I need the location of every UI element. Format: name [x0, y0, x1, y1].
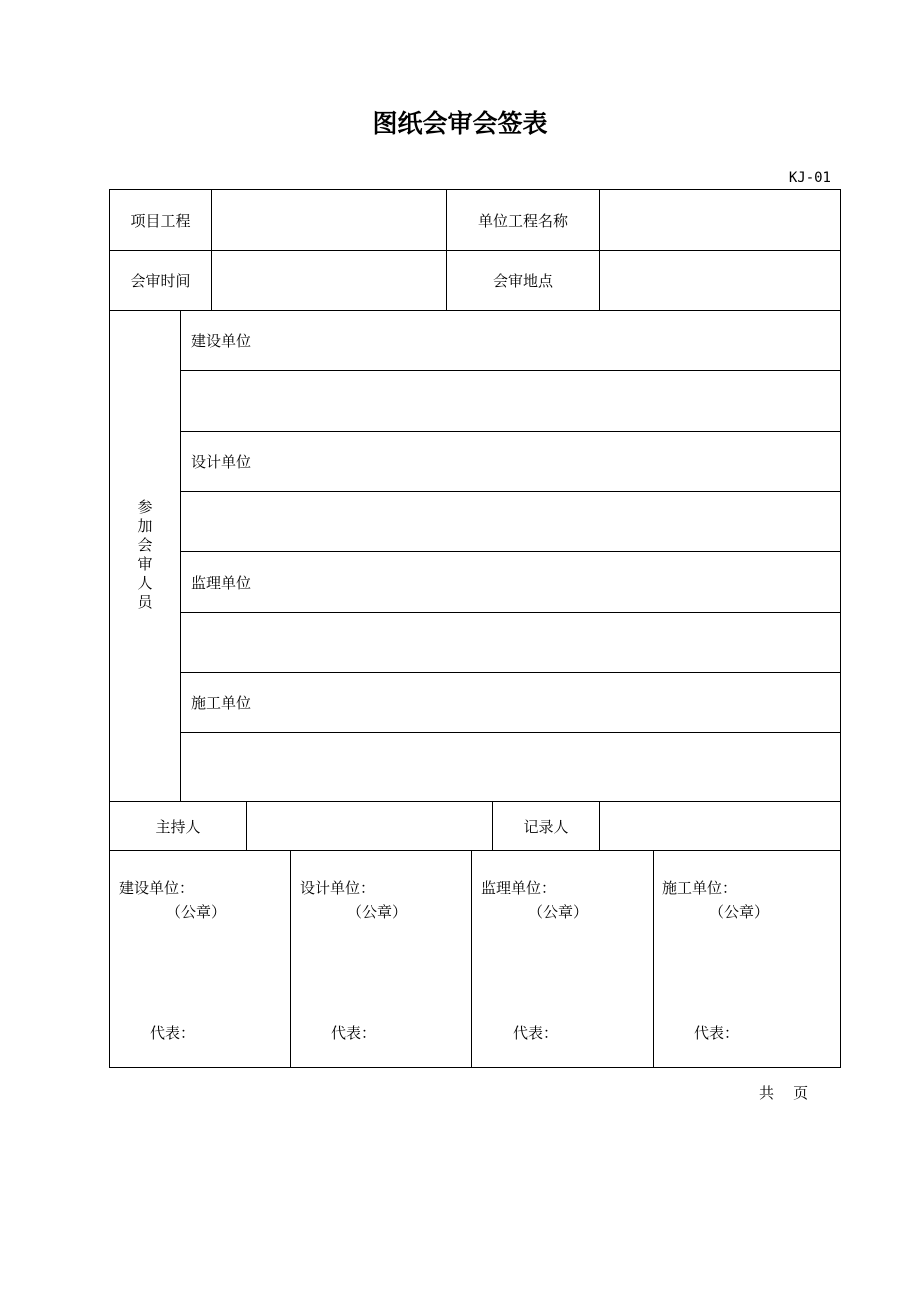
- project-field[interactable]: [212, 190, 446, 250]
- contractor-unit-field[interactable]: [181, 733, 840, 801]
- sig-supervision-rep[interactable]: 代表：: [513, 1024, 559, 1042]
- form-title: 图纸会审会签表: [372, 109, 548, 138]
- project-label: 项目工程: [130, 211, 191, 230]
- recorder-field[interactable]: [600, 802, 840, 850]
- form-code: KJ-01: [788, 170, 831, 186]
- col-divider: [471, 850, 472, 1068]
- sig-contractor-rep[interactable]: 代表：: [694, 1024, 740, 1042]
- sig-design-seal: （公章）: [347, 903, 408, 921]
- sig-supervision-unit: 监理单位：: [481, 879, 557, 897]
- participants-label: [110, 311, 180, 801]
- sig-design-unit: 设计单位：: [300, 879, 376, 897]
- col-divider: [653, 850, 654, 1068]
- sig-construction-seal: （公章）: [166, 903, 227, 921]
- sig-design-rep[interactable]: 代表：: [331, 1024, 377, 1042]
- review-time-label: 会审时间: [130, 272, 191, 290]
- review-time-field[interactable]: [212, 251, 446, 310]
- row-divider: [109, 850, 841, 851]
- sig-contractor-unit: 施工单位：: [662, 879, 738, 897]
- construction-unit-field[interactable]: [181, 371, 840, 431]
- design-unit-field[interactable]: [181, 492, 840, 551]
- unit-project-field[interactable]: [600, 190, 840, 250]
- sig-supervision-seal: （公章）: [528, 903, 589, 921]
- review-place-field[interactable]: [600, 251, 840, 310]
- construction-unit-label: 建设单位: [191, 332, 252, 350]
- unit-project-label: 单位工程名称: [477, 211, 568, 230]
- sig-construction-unit: 建设单位：: [119, 879, 195, 897]
- host-label: 主持人: [155, 817, 201, 836]
- host-field[interactable]: [247, 802, 492, 850]
- col-divider: [290, 850, 291, 1068]
- supervision-unit-field[interactable]: [181, 613, 840, 672]
- design-unit-label: 设计单位: [191, 453, 252, 471]
- supervision-unit-label: 监理单位: [191, 573, 252, 592]
- participants-label-text: 参加会审人员: [135, 499, 154, 613]
- review-place-label: 会审地点: [492, 272, 553, 290]
- recorder-label: 记录人: [523, 817, 569, 836]
- contractor-unit-label: 施工单位: [191, 694, 252, 712]
- sig-contractor-seal: （公章）: [709, 903, 770, 921]
- page-count: 共 页: [759, 1084, 809, 1102]
- sig-construction-rep[interactable]: 代表：: [150, 1024, 196, 1042]
